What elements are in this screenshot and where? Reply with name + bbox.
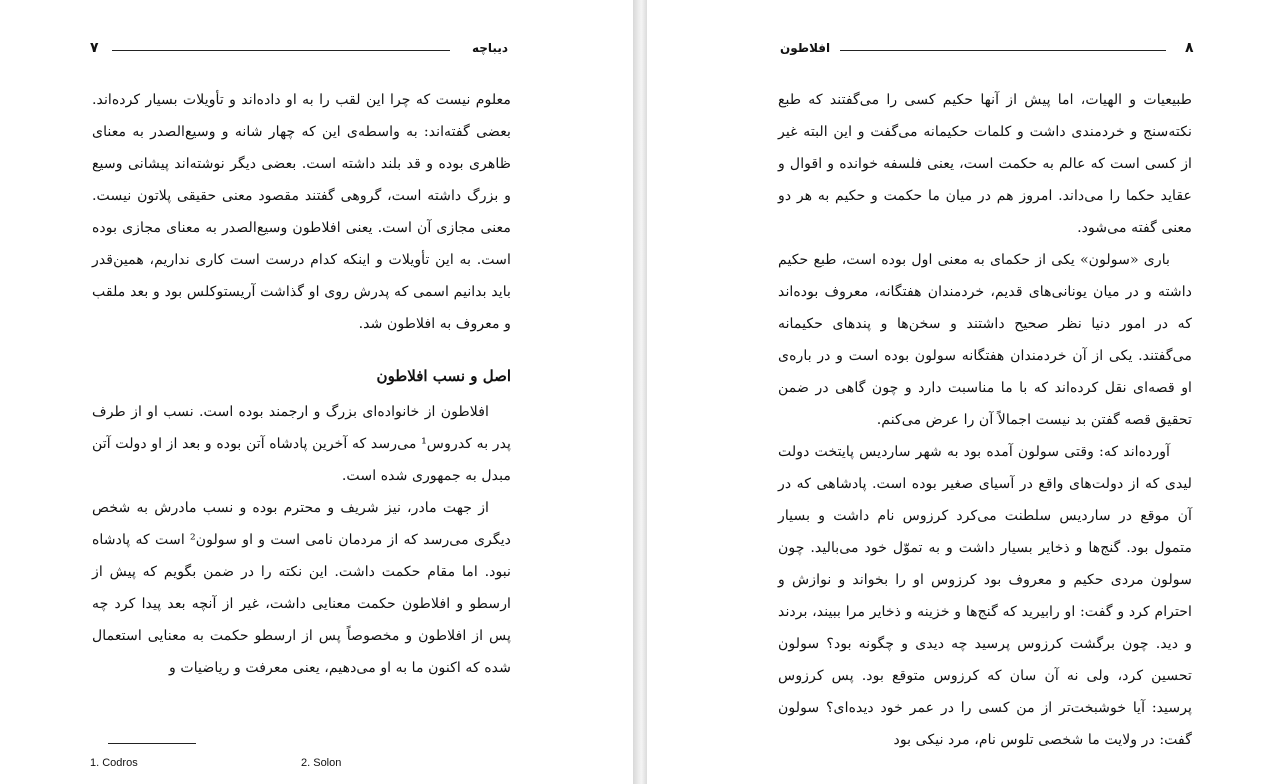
- right-page: [647, 0, 1264, 784]
- right-page-number: ۸: [1185, 40, 1194, 56]
- paragraph: معلوم نیست که چرا این لقب را به او داده‌اند و تأویلات بسیار کرده‌اند. بعضی گفته‌اند: به واسطه‌ی این که چهار شانه و وسیع‌الصدر به معنای ظاهری بوده و قد بلند داشته است. بعضی دیگر نوشته‌اند پیشانی وسیع و بزرگ داشته است، گروهی گفتند مقصود معنی حقیقی پلاتون نیست. معنی مجازی آن است. یعنی افلاطون وسیع‌الصدر به معنای مجازی بوده است. به این تأویلات و اینکه کدام درست است کاری نداریم، همین‌قدر باید بدانیم اسمی که پدرش روی او گذاشت آریستوکلس بود و بعد ملقب و معروف به افلاطون شد.: [92, 92, 511, 332]
- right-page-body: [778, 84, 1192, 756]
- footnote-codros: 1. Codros: [90, 757, 138, 769]
- section-heading: اصل و نسب افلاطون: [376, 367, 511, 385]
- paragraph: آورده‌اند که: وقتی سولون آمده بود به شهر ساردیس پایتخت دولت لیدی که از دولت‌های واقع در آسیای صغیر بوده است. پادشاهی که در آن موقع در ساردیس سلطنت می‌کرد کرزوس نام داشت و بسیار متمول بود. گنج‌ها و ذخایر بسیار داشت و به تموّل خود می‌بالید. چون سولون مردی حکیم و معروف بود کرزوس او را بخواند و نوازش و احترام کرد و گفت: او رابیرید که گنج‌ها و خزینه و ذخایر مرا ببیند، بردند و دید. چون برگشت کرزوس پرسید چه دیدی و چگونه بود؟ سولون تحسین کرد، ولی نه آن سان که کرزوس متوقع بود. پس کرزوس پرسید: آیا خوشبخت‌تر از من کسی را در عمر خود دیده‌ای؟ سولون گفت: در ولایت ما شخصی تلوس نام، مرد نیکی بود: [778, 444, 1192, 748]
- left-header-title: دیباچه: [472, 41, 508, 55]
- paragraph: افلاطون از خانواده‌ای بزرگ و ارجمند بوده است. نسب او از طرف پدر به کدروس¹ می‌رسد که آخرین پادشاه آتن بوده و بعد از او دولت آتن مبدل به جمهوری شده است.: [92, 404, 512, 484]
- footnote-solon: 2. Solon: [301, 757, 342, 769]
- paragraph: از جهت مادر، نیز شریف و محترم بوده و نسب مادرش به شخص دیگری می‌رسد که از مردمان نامی است و او سولون² است که پادشاه نبود. اما مقام حکمت داشت. این نکته را در ضمن بگویم که پیش از ارسطو و افلاطون حکمت معنایی داشت، غیر از آنچه بعد پیدا کرد چه پس از افلاطون و مخصوصاً پس از ارسطو حکمت به معنایی استعمال شده که اکنون ما به او می‌دهیم، یعنی معرفت و ریاضیات و: [92, 500, 511, 676]
- left-page-header: [0, 40, 633, 58]
- left-page-body: [92, 84, 511, 684]
- header-rule: [112, 50, 450, 51]
- paragraph: طبیعیات و الهیات، اما پیش از آنها حکیم کسی را می‌گفتند که طبع نکته‌سنج و خردمندی داشت و کلمات حکیمانه می‌گفت و این البته غیر از کسی است که عالم به حکمت است، یعنی فلسفه خوانده و اقوال و عقاید حکما را می‌داند. امروز هم در میان ما حکمت و حکیم به هر دو معنی گفته می‌شود.: [778, 92, 1192, 236]
- footnote-rule: [108, 743, 196, 744]
- header-rule: [840, 50, 1166, 51]
- left-page-number: ۷: [90, 40, 99, 56]
- right-page-header: [647, 40, 1264, 58]
- paragraph: باری «سولون» یکی از حکمای به معنی اول بوده است، طبع حکیم داشته و در میان یونانی‌های قدیم، خردمندان هفتگانه، معروف بوده‌اند که در امور دنیا نظر صحیح داشتند و سخن‌ها و پندهای حکیمانه می‌گفتند. یکی از آن خردمندان هفتگانه سولون بوده است و در باره‌ی او قصه‌ای نقل کرده‌اند که با ما مناسبت دارد و چون گاهی در ضمن تحقیق قصه گفتن بد نیست اجمالاً آن را عرض می‌کنم.: [778, 252, 1192, 428]
- right-header-title: افلاطون: [780, 41, 831, 55]
- book-gutter: [633, 0, 647, 784]
